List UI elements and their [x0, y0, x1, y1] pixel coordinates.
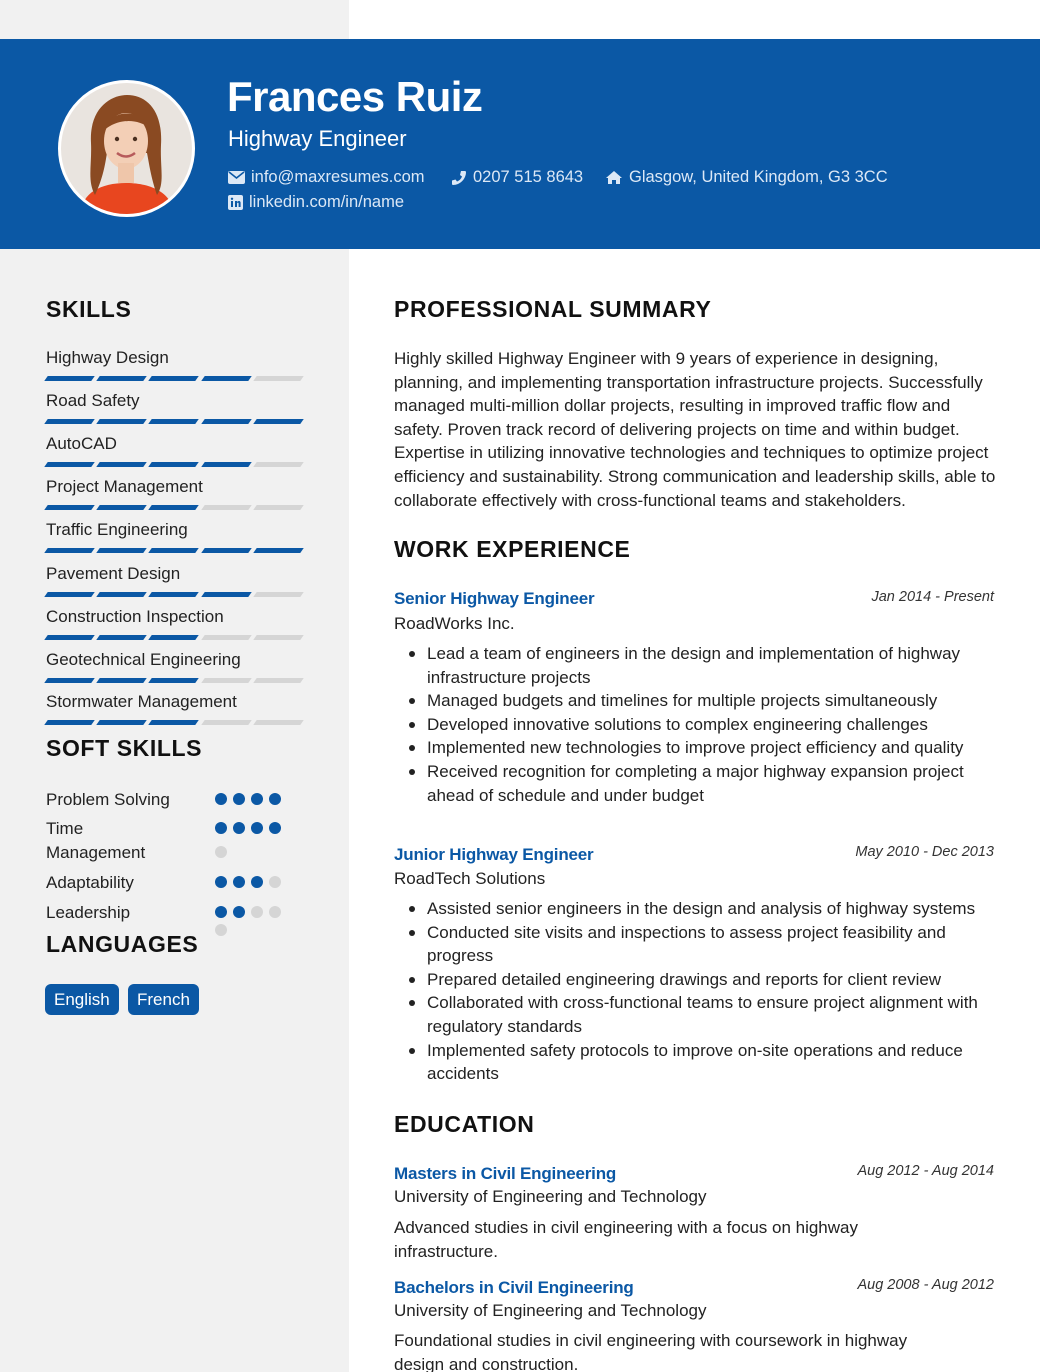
skill-level-bar	[46, 376, 302, 381]
skill-level-segment	[44, 376, 95, 381]
education-dates: Aug 2012 - Aug 2014	[857, 1163, 994, 1179]
skill-level-segment	[149, 548, 200, 553]
skill-item	[46, 520, 302, 553]
list-item: Assisted senior engineers in the design and analysis of highway systems	[394, 897, 1004, 921]
address-text: Glasgow, United Kingdom, G3 3CC	[629, 168, 888, 186]
skill-level-segment	[44, 548, 95, 553]
person-portrait-icon	[61, 83, 192, 214]
company-name: RoadTech Solutions	[394, 869, 546, 888]
school-name: University of Engineering and Technology	[394, 1187, 707, 1206]
soft-skill-rating	[215, 822, 290, 858]
skill-level-segment	[96, 720, 147, 725]
skill-level-segment	[44, 635, 95, 640]
skill-level-bar	[46, 419, 302, 424]
skill-item	[46, 650, 302, 683]
contact-address	[605, 168, 888, 187]
skill-level-segment	[253, 419, 304, 424]
skill-level-segment	[253, 635, 304, 640]
skill-level-segment	[201, 592, 252, 597]
skill-level-segment	[96, 505, 147, 510]
list-item: Developed innovative solutions to complex engineering challenges	[394, 713, 1004, 737]
skill-level-segment	[201, 462, 252, 467]
rating-dot	[251, 822, 263, 834]
skill-level-segment	[201, 678, 252, 683]
skill-level-bar	[46, 678, 302, 683]
skill-level-bar	[46, 548, 302, 553]
education-dates: Aug 2008 - Aug 2012	[857, 1277, 994, 1293]
skill-level-segment	[149, 505, 200, 510]
skill-level-segment	[149, 678, 200, 683]
rating-dot	[251, 876, 263, 888]
skill-label: Highway Design	[46, 348, 169, 367]
linkedin-text: linkedin.com/in/name	[249, 193, 404, 211]
soft-skill-rating	[215, 876, 281, 888]
skill-level-segment	[149, 720, 200, 725]
skill-level-segment	[253, 505, 304, 510]
soft-skill-label: Adaptability	[46, 873, 134, 892]
list-item: Implemented safety protocols to improve on-site operations and reduce accidents	[394, 1039, 1004, 1086]
rating-dot	[215, 846, 227, 858]
envelope-icon	[228, 171, 245, 184]
list-item: Conducted site visits and inspections to assess project feasibility and progress	[394, 921, 1004, 968]
skill-level-bar	[46, 462, 302, 467]
company-name: RoadWorks Inc.	[394, 614, 515, 633]
skill-level-segment	[253, 548, 304, 553]
skill-level-segment	[253, 678, 304, 683]
education-heading: EDUCATION	[394, 1111, 535, 1137]
soft-skill-label: Problem Solving	[46, 790, 170, 809]
skill-item	[46, 391, 302, 424]
skill-level-segment	[201, 505, 252, 510]
skill-item	[46, 692, 302, 725]
skill-level-bar	[46, 720, 302, 725]
rating-dot	[233, 906, 245, 918]
rating-dot	[233, 793, 245, 805]
language-tag: English	[45, 984, 119, 1015]
skill-level-segment	[96, 376, 147, 381]
rating-dot	[233, 876, 245, 888]
rating-dot	[215, 793, 227, 805]
skill-level-segment	[201, 635, 252, 640]
skill-level-segment	[96, 462, 147, 467]
job-dates: May 2010 - Dec 2013	[855, 844, 994, 860]
soft-skill-rating	[215, 906, 290, 936]
list-item: Lead a team of engineers in the design and implementation of highway infrastructure projects	[394, 642, 1004, 689]
skill-level-bar	[46, 592, 302, 597]
list-item: Implemented new technologies to improve project efficiency and quality	[394, 736, 1004, 760]
candidate-name: Frances Ruiz	[227, 73, 483, 120]
rating-dot	[269, 793, 281, 805]
summary-heading: PROFESSIONAL SUMMARY	[394, 296, 712, 322]
skill-level-segment	[149, 635, 200, 640]
school-name: University of Engineering and Technology	[394, 1301, 707, 1320]
skill-item	[46, 348, 302, 381]
skill-level-segment	[149, 592, 200, 597]
soft-skill-rating	[215, 793, 281, 805]
job-dates: Jan 2014 - Present	[871, 589, 994, 605]
rating-dot	[215, 822, 227, 834]
phone-icon	[451, 170, 467, 186]
contact-linkedin[interactable]	[228, 193, 404, 212]
skill-label: Pavement Design	[46, 564, 181, 583]
skill-level-segment	[149, 462, 200, 467]
skill-label: Geotechnical Engineering	[46, 650, 241, 669]
degree-title: Masters in Civil Engineering	[394, 1164, 617, 1183]
skill-label: Stormwater Management	[46, 692, 237, 711]
list-item: Managed budgets and timelines for multiple projects simultaneously	[394, 689, 1004, 713]
skill-level-segment	[201, 376, 252, 381]
contact-phone[interactable]	[451, 168, 583, 187]
skill-level-segment	[44, 720, 95, 725]
skill-level-segment	[253, 592, 304, 597]
rating-dot	[251, 906, 263, 918]
skills-heading: SKILLS	[46, 296, 132, 322]
profile-photo	[58, 80, 195, 217]
skill-level-segment	[96, 592, 147, 597]
candidate-title: Highway Engineer	[228, 126, 407, 151]
list-item: Collaborated with cross-functional teams to ensure project alignment with regulatory standards	[394, 991, 1004, 1038]
rating-dot	[269, 876, 281, 888]
skill-level-segment	[201, 548, 252, 553]
skill-level-bar	[46, 505, 302, 510]
skill-label: Traffic Engineering	[46, 520, 188, 539]
soft-skills-heading: SOFT SKILLS	[46, 735, 203, 761]
linkedin-icon	[228, 195, 243, 210]
skill-level-segment	[44, 462, 95, 467]
skill-label: Road Safety	[46, 391, 140, 410]
skill-label: AutoCAD	[46, 434, 117, 453]
skill-level-segment	[44, 505, 95, 510]
degree-title: Bachelors in Civil Engineering	[394, 1278, 634, 1297]
skill-item	[46, 607, 302, 640]
skill-level-segment	[149, 376, 200, 381]
skill-level-segment	[201, 419, 252, 424]
resume-header	[0, 39, 1040, 249]
skill-level-segment	[44, 678, 95, 683]
job-title: Senior Highway Engineer	[394, 589, 595, 608]
skill-level-segment	[44, 592, 95, 597]
skill-level-bar	[46, 635, 302, 640]
skill-level-segment	[253, 376, 304, 381]
rating-dot	[233, 822, 245, 834]
experience-heading: WORK EXPERIENCE	[394, 536, 631, 562]
rating-dot	[251, 793, 263, 805]
soft-skill-label: Time Management	[46, 819, 146, 862]
skill-level-segment	[253, 462, 304, 467]
skill-level-segment	[201, 720, 252, 725]
contact-email[interactable]	[228, 168, 425, 187]
skill-level-segment	[149, 419, 200, 424]
skill-label: Project Management	[46, 477, 203, 496]
languages-heading: LANGUAGES	[46, 931, 199, 957]
skill-level-segment	[96, 548, 147, 553]
rating-dot	[215, 924, 227, 936]
skill-item	[46, 434, 302, 467]
skill-level-segment	[253, 720, 304, 725]
skill-level-segment	[96, 419, 147, 424]
job-responsibilities	[394, 897, 1004, 1086]
rating-dot	[215, 906, 227, 918]
education-description: Advanced studies in civil engineering with a focus on highway infrastructure.	[394, 1218, 858, 1261]
email-text: info@maxresumes.com	[251, 168, 425, 186]
skill-level-segment	[96, 678, 147, 683]
phone-text: 0207 515 8643	[473, 168, 584, 186]
language-tag: French	[128, 984, 199, 1015]
home-icon	[605, 170, 623, 185]
skill-level-segment	[44, 419, 95, 424]
soft-skill-label: Leadership	[46, 903, 131, 922]
list-item: Prepared detailed engineering drawings and reports for client review	[394, 968, 1004, 992]
rating-dot	[215, 876, 227, 888]
list-item: Received recognition for completing a major highway expansion project ahead of schedule and under budget	[394, 760, 1004, 807]
skill-level-segment	[96, 635, 147, 640]
job-title: Junior Highway Engineer	[394, 845, 594, 864]
education-description: Foundational studies in civil engineering with coursework in highway design and construction.	[394, 1331, 908, 1372]
skill-label: Construction Inspection	[46, 607, 224, 626]
skill-item	[46, 564, 302, 597]
rating-dot	[269, 822, 281, 834]
skill-item	[46, 477, 302, 510]
summary-text: Highly skilled Highway Engineer with 9 years of experience in designing, planning, and implementing transportation infrastructure projects. Successfully managed multi-million dollar projects, resulting in improved traffic flow and safety. Proven track record of delivering projects on time and within budget. Expertise in utilizing innovative technologies and techniques to optimize project efficiency and sustainability. Strong communication and leadership skills, able to collaborate effectively with cross-functional teams and stakeholders.	[394, 349, 996, 510]
rating-dot	[269, 906, 281, 918]
job-responsibilities	[394, 642, 1004, 807]
